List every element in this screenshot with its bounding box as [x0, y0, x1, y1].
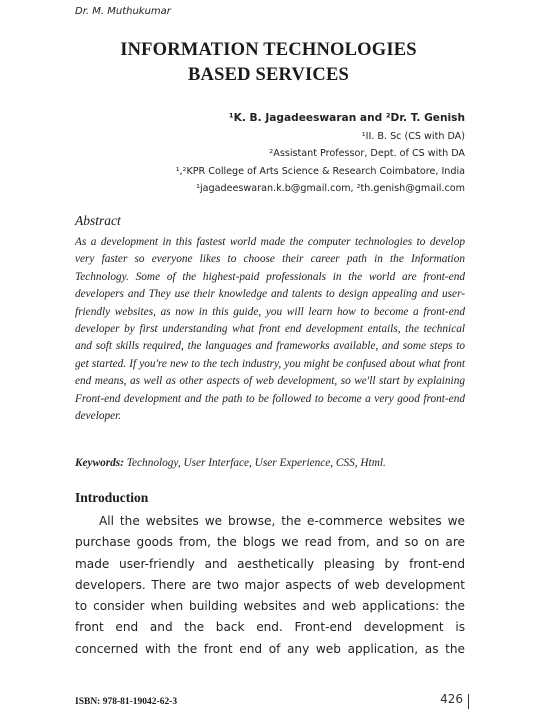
paper-title	[60, 38, 477, 88]
paper-title-line-2: BASED SERVICES	[188, 65, 349, 85]
keywords-text: Technology, User Interface, User Experience, CSS, Html.	[123, 457, 386, 469]
abstract-body: As a development in this fastest world made the computer technologies to develop very faster so everyone likes to choose their career path in the Information Technology. Some of the highest-paid professionals in the world are front-end developers and They use their knowledge and talents to design appealing and user-friendly websites, as now in this guide, you will learn how to become a front-end developer by first understanding what front end development entails, the technical and soft skills required, the languages and frameworks available, and some steps to get started. If you're new to the tech industry, you might be confused about what front end means, as well as other aspects of web development, so we'll start by explaining Front-end development and the path to be followed to become a very good front-end developer.	[75, 236, 465, 423]
introduction-line: concerned with the front end of any web application, as the	[75, 641, 465, 656]
abstract-heading: Abstract	[75, 213, 121, 228]
keywords-line	[75, 455, 465, 472]
author-names: ¹K. B. Jagadeeswaran and ²Dr. T. Genish	[228, 112, 465, 124]
footer-isbn: ISBN: 978-81-19042-62-3	[75, 697, 178, 707]
author-emails: ¹jagadeeswaran.k.b@gmail.com, ²th.genish@gmail.com	[196, 183, 465, 194]
introduction-line: to consider when building websites and web applications: the	[75, 599, 465, 614]
footer-page-number: 426	[440, 692, 463, 706]
footer-divider	[468, 694, 469, 709]
introduction-heading: Introduction	[75, 490, 149, 505]
introduction-line: All the websites we browse, the e-commerce websites we	[99, 514, 465, 528]
author-block	[25, 110, 465, 198]
introduction-line: made user-friendly and aesthetically pleasing by front-end	[75, 556, 465, 571]
keywords-label: Keywords:	[75, 457, 124, 469]
author-affiliation-1: ¹II. B. Sc (CS with DA)	[361, 130, 465, 142]
paper-title-line-1: INFORMATION TECHNOLOGIES	[120, 40, 417, 60]
author-affiliation-2: ²Assistant Professor, Dept. of CS with DA	[269, 148, 465, 159]
introduction-line: front end and the back end. Front-end development is	[75, 620, 465, 635]
introduction-body	[75, 511, 465, 660]
running-header-editor: Dr. M. Muthukumar	[75, 6, 171, 17]
author-affiliation-3: ¹,²KPR College of Arts Science & Research Coimbatore, India	[175, 165, 465, 177]
introduction-line: purchase goods from, the blogs we read from, and so on are	[75, 535, 465, 550]
introduction-line: developers. There are two major aspects of web development	[75, 577, 465, 592]
